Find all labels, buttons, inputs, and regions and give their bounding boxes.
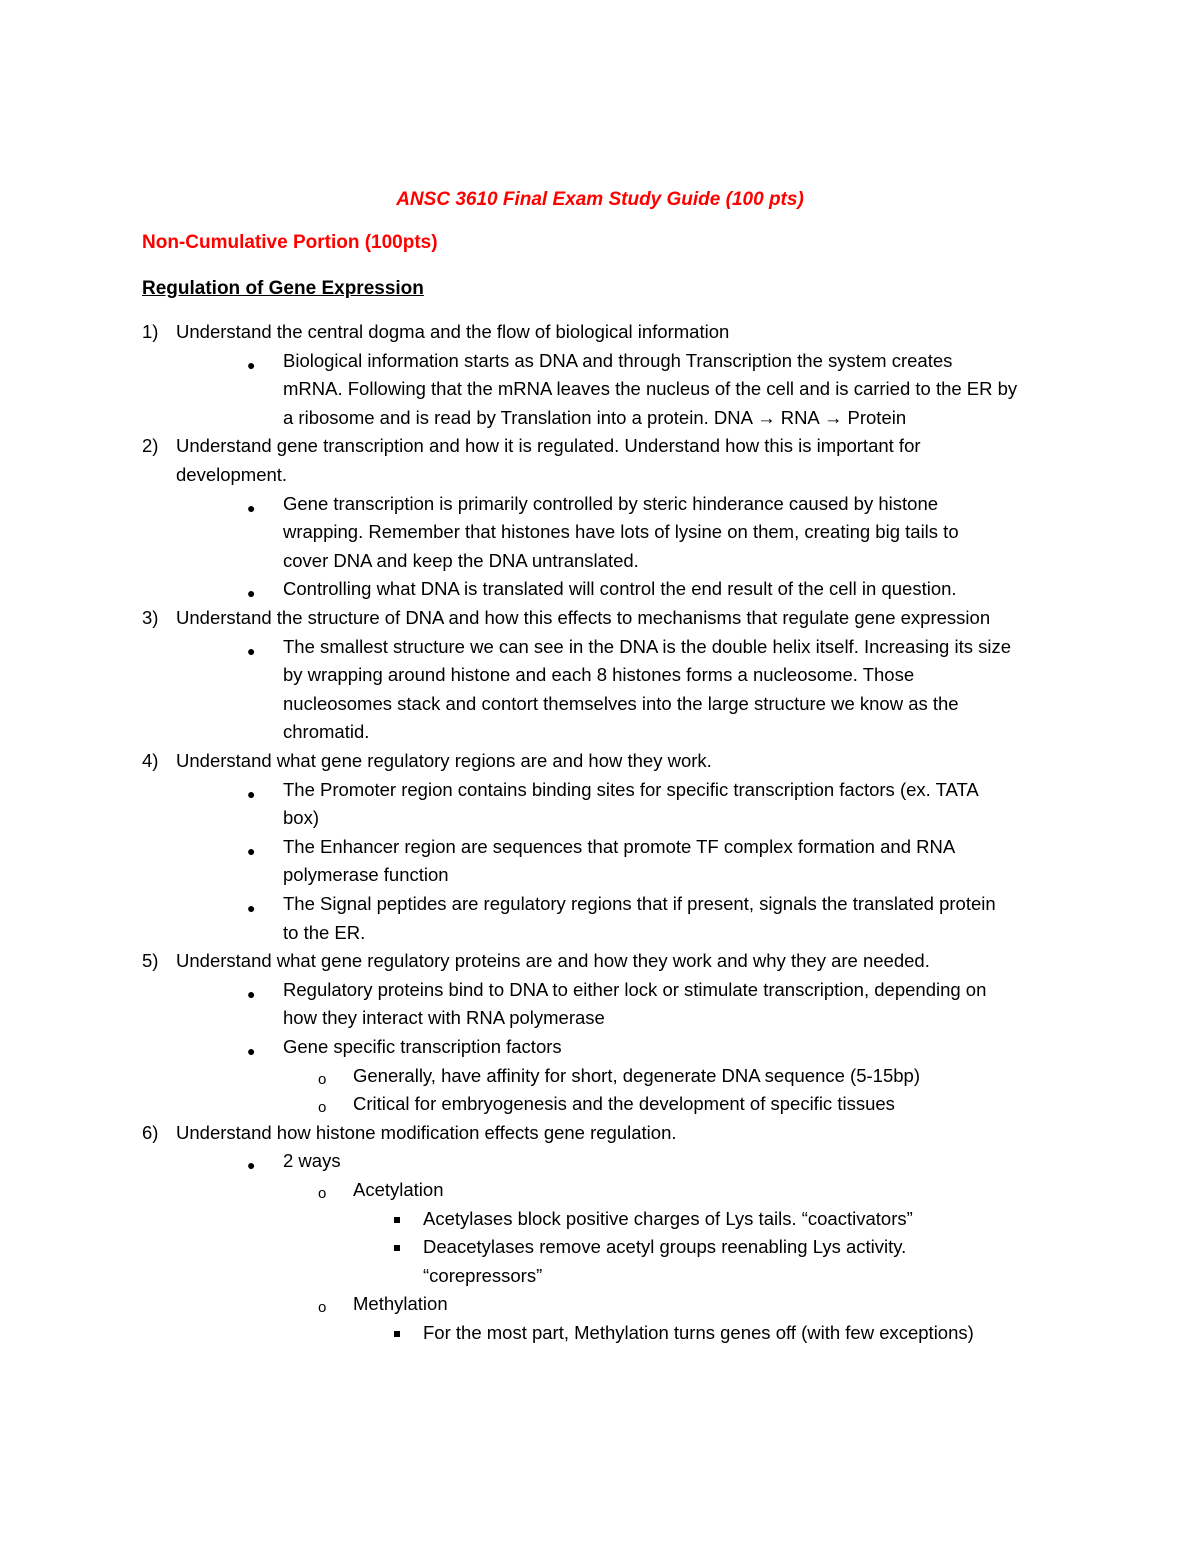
section-heading: Non-Cumulative Portion (100pts) bbox=[142, 232, 438, 253]
bullet-text: nucleosomes stack and contort themselves into the large structure we know as the bbox=[283, 692, 959, 714]
bullet-text: The smallest structure we can see in the DNA is the double helix itself. Increasing its size bbox=[283, 635, 1012, 657]
item-text: Understand the central dogma and the flow of biological information bbox=[176, 321, 730, 342]
bullet-text: The Enhancer region are sequences that promote TF complex formation and RNA bbox=[283, 835, 956, 857]
page-title: ANSC 3610 Final Exam Study Guide (100 pts) bbox=[396, 189, 804, 210]
bullet-text: mRNA. Following that the mRNA leaves the nucleus of the cell and is carried to the ER by bbox=[283, 378, 1018, 400]
sub-sub-bullet-text: Acetylases block positive charges of Lys tails. “coactivators” bbox=[423, 1207, 913, 1229]
bullet-icon: ● bbox=[247, 499, 256, 516]
item-number: 6) bbox=[142, 1121, 159, 1143]
circle-bullet-icon: o bbox=[318, 1099, 327, 1117]
bullet-text: Regulatory proteins bind to DNA to either lock or stimulate transcription, depending on bbox=[283, 978, 987, 1000]
square-bullet-icon bbox=[394, 1217, 400, 1223]
bullet-text: Gene transcription is primarily controlled by steric hinderance caused by histone bbox=[283, 492, 939, 514]
bullet-icon: ● bbox=[247, 785, 256, 802]
topic-heading: Regulation of Gene Expression bbox=[142, 278, 424, 299]
bullet-icon: ● bbox=[247, 985, 256, 1002]
bullet-icon: ● bbox=[247, 900, 256, 916]
item-text: Understand what gene regulatory regions are and how they work. bbox=[176, 750, 712, 771]
sub-sub-bullet-text: For the most part, Methylation turns genes off (with few exceptions) bbox=[423, 1322, 974, 1343]
sub-bullet-text: Critical for embryogenesis and the development of specific tissues bbox=[353, 1093, 895, 1115]
item-text: Understand the structure of DNA and how this effects to mechanisms that regulate gene expression bbox=[176, 607, 991, 628]
bullet-text: wrapping. Remember that histones have lots of lysine on them, creating big tails to bbox=[283, 521, 959, 543]
item-number: 5) bbox=[142, 950, 159, 972]
bullet-icon: ● bbox=[247, 585, 256, 602]
bullet-text: to the ER. bbox=[283, 921, 366, 943]
sub-bullet-text: Generally, have affinity for short, degenerate DNA sequence (5-15bp) bbox=[353, 1064, 920, 1086]
circle-bullet-icon: o bbox=[318, 1185, 327, 1202]
item-text: development. bbox=[176, 464, 288, 485]
bullet-text: polymerase function bbox=[283, 864, 449, 886]
sub-bullet-text: Acetylation bbox=[353, 1179, 444, 1200]
square-bullet-icon bbox=[394, 1331, 400, 1337]
bullet-icon: ● bbox=[247, 642, 256, 659]
bullet-text: a ribosome and is read by Translation into a protein. DNA → RNA → Protein bbox=[283, 406, 907, 428]
bullet-text: The Promoter region contains binding sites for specific transcription factors (ex. TATA bbox=[283, 778, 979, 800]
bullet-icon: ● bbox=[247, 356, 256, 373]
item-text: Understand gene transcription and how it is regulated. Understand how this is important for bbox=[176, 435, 921, 457]
bullet-icon: ● bbox=[247, 842, 256, 859]
sub-bullet-text: Methylation bbox=[353, 1293, 448, 1315]
item-number: 1) bbox=[142, 321, 159, 342]
square-bullet-icon bbox=[394, 1245, 400, 1251]
bullet-text: The Signal peptides are regulatory regions that if present, signals the translated protein bbox=[283, 893, 996, 914]
circle-bullet-icon: o bbox=[318, 1299, 327, 1317]
bullet-text: Controlling what DNA is translated will control the end result of the cell in question. bbox=[283, 578, 957, 600]
bullet-text: by wrapping around histone and each 8 histones forms a nucleosome. Those bbox=[283, 664, 915, 686]
bullet-text: Gene specific transcription factors bbox=[283, 1036, 562, 1057]
bullet-icon: ● bbox=[247, 1157, 256, 1174]
bullet-text: cover DNA and keep the DNA untranslated. bbox=[283, 549, 639, 571]
item-number: 4) bbox=[142, 750, 159, 771]
circle-bullet-icon: o bbox=[318, 1070, 327, 1088]
item-number: 3) bbox=[142, 607, 159, 628]
bullet-text: 2 ways bbox=[283, 1150, 341, 1172]
sub-sub-bullet-text: “corepressors” bbox=[423, 1264, 543, 1286]
bullet-icon: ● bbox=[247, 1043, 256, 1059]
item-text: Understand what gene regulatory proteins are and how they work and why they are needed. bbox=[176, 950, 930, 972]
item-number: 2) bbox=[142, 435, 159, 457]
bullet-text: chromatid. bbox=[283, 721, 370, 743]
bullet-text: Biological information starts as DNA and through Transcription the system creates bbox=[283, 349, 953, 371]
bullet-text: how they interact with RNA polymerase bbox=[283, 1007, 605, 1029]
sub-sub-bullet-text: Deacetylases remove acetyl groups reenabling Lys activity. bbox=[423, 1236, 907, 1258]
item-text: Understand how histone modification effects gene regulation. bbox=[176, 1121, 677, 1143]
bullet-text: box) bbox=[283, 807, 319, 829]
